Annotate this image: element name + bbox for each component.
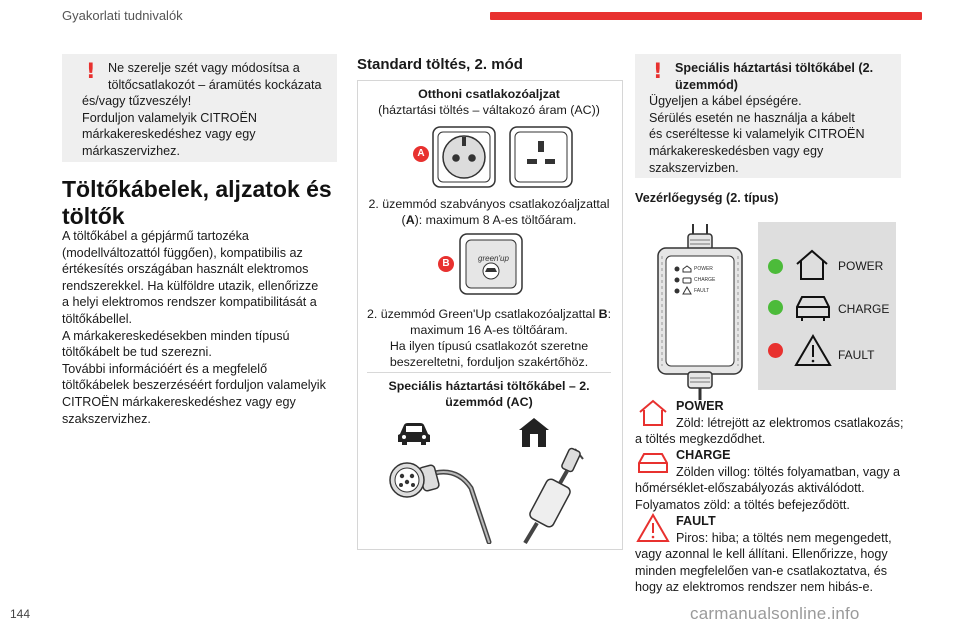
socket-b-text: Ha ilyen típusú csatlakozót szeretne — [389, 339, 589, 353]
legend-fault-label: FAULT — [838, 348, 875, 362]
socket-b-text: maximum 16 A-es töltőáram. — [410, 323, 568, 337]
warning-line: Ne szerelje szét vagy módosítsa a — [108, 61, 300, 75]
para-line: A márkakereskedésekben minden típusú — [62, 328, 290, 343]
fault-status-icon — [636, 512, 670, 544]
cable-title: Speciális háztartási töltőkábel – 2. — [388, 379, 590, 393]
house-icon — [518, 416, 550, 448]
unit-charge-label: CHARGE — [694, 277, 716, 283]
warning-box-right — [635, 54, 901, 178]
fault-desc: Piros: hiba; a töltés nem megengedett, — [676, 530, 892, 545]
para-line: értékesítés országában használt elektromos — [62, 262, 309, 277]
unit-fault-label: FAULT — [694, 288, 710, 294]
charge-desc: Zölden villog: töltés folyamatban, vagy a — [676, 464, 901, 479]
badge-b: B — [438, 256, 454, 272]
warning-exclamation-icon: ! — [86, 59, 96, 83]
body-paragraph — [62, 228, 337, 427]
warning-line: szakszervizben. — [649, 160, 739, 175]
para-line: További információért és a megfelelő — [62, 361, 268, 376]
legend-charge-label: CHARGE — [838, 302, 890, 316]
warning-line: Sérülés esetén ne használja a kábelt — [649, 110, 855, 125]
schuko-socket-icon — [432, 126, 496, 188]
warning-line: töltőcsatlakozót – áramütés kockázata — [108, 77, 322, 92]
text-fragment: B — [598, 307, 608, 321]
para-line: (modellváltozattól függően), kompatibilis az — [62, 245, 303, 260]
warning-line: és cseréltesse ki valamelyik CITROËN — [649, 127, 865, 142]
warning-line: Forduljon valamelyik CITROËN — [82, 110, 257, 125]
warning-line: Speciális háztartási töltőkábel (2. — [675, 61, 874, 75]
charge-desc: Folyamatos zöld: a töltés befejeződött. — [635, 497, 850, 512]
charge-desc: hőmérséklet-előszabályozás aktiválódott. — [635, 481, 865, 496]
socket-b-text: beszereltetni, forduljon szakértőhöz. — [389, 355, 589, 369]
para-line: töltőkábelek beszerzéséért forduljon valamelyik — [62, 378, 326, 393]
type2-plug-icon — [385, 454, 495, 544]
unit-power-label: POWER — [694, 266, 713, 272]
badge-a: A — [413, 146, 429, 162]
socket-subtitle: (háztartási töltés – váltakozó áram (AC)) — [378, 103, 600, 117]
charge-status-icon — [636, 447, 670, 479]
warning-line: Ügyeljen a kábel épségére. — [649, 94, 802, 109]
power-led-green — [768, 259, 783, 274]
text-fragment: ( — [401, 213, 406, 227]
text-fragment: A — [405, 213, 415, 227]
fault-desc: vagy azonnal le kell állítani. Ellenőrizze, hogy — [635, 547, 888, 562]
para-line: szakszervizhez. — [62, 411, 151, 426]
text-fragment: 2. üzemmód Green'Up csatlakozóaljzattal — [366, 307, 599, 321]
charge-led-green — [768, 300, 783, 315]
socket-title: Otthoni csatlakozóaljzat — [418, 87, 560, 101]
heading-line: töltők — [62, 203, 125, 229]
uk-socket-icon — [509, 126, 573, 188]
warning-line: márkakereskedéshez vagy egy — [82, 127, 256, 142]
power-title: POWER — [676, 399, 724, 413]
socket-a-text — [357, 212, 621, 229]
section-heading — [62, 176, 332, 230]
para-line: CITROËN márkakereskedéshez vagy egy — [62, 394, 296, 409]
para-line: töltőkábelt be tud szerezni. — [62, 345, 212, 360]
para-line: töltőkábellel. — [62, 311, 133, 326]
text-fragment: ): maximum 8 A-es töltőáram. — [414, 213, 577, 227]
warning-line: márkaszervizhez. — [82, 144, 180, 158]
greenup-label: green'up — [478, 254, 509, 263]
heading-line: Töltőkábelek, aljzatok és — [62, 176, 332, 202]
standard-charging-heading: Standard töltés, 2. mód — [357, 56, 523, 73]
watermark-text: carmanualsonline.info — [690, 604, 860, 623]
power-desc: a töltés megkezdődhet. — [635, 432, 766, 447]
cable-title: üzemmód (AC) — [445, 395, 533, 409]
cable-control-box-icon — [515, 445, 595, 545]
warning-line: üzemmód) — [675, 77, 738, 92]
section-title: Gyakorlati tudnivalók — [62, 8, 183, 23]
warning-line: márkakereskedésben vagy egy — [649, 144, 824, 158]
charge-title: CHARGE — [676, 448, 731, 462]
header-accent-bar — [490, 12, 922, 20]
fault-led-red — [768, 343, 783, 358]
socket-a-text: 2. üzemmód szabványos csatlakozóaljzattal — [368, 197, 610, 211]
power-desc: Zöld: létrejött az elektromos csatlakozás; — [676, 415, 904, 430]
para-line: a helyi elektromos rendszer kompatibilitását a — [62, 295, 317, 310]
socket-b-text — [357, 306, 621, 323]
fault-desc: minden megfelelően van-e csatlakoztatva, és — [635, 563, 888, 578]
para-line: rendszerekkel. Ha külföldre utazik, ellenőrizze — [62, 278, 319, 293]
control-unit-heading: Vezérlőegység (2. típus) — [635, 191, 779, 205]
fault-warning-icon — [794, 333, 832, 367]
fault-desc: hogy az elektromos rendszer nem hibás-e. — [635, 580, 873, 595]
warning-box-left — [62, 54, 337, 162]
power-house-icon — [794, 247, 830, 283]
para-line: A töltőkábel a gépjármű tartozéka — [62, 229, 249, 243]
panel-divider — [367, 372, 611, 373]
control-unit-device-icon — [650, 222, 750, 402]
charge-car-icon — [794, 292, 832, 322]
car-icon — [396, 420, 432, 446]
text-fragment: : — [607, 307, 612, 321]
greenup-socket-icon — [459, 233, 523, 295]
legend-power-label: POWER — [838, 259, 884, 273]
fault-title: FAULT — [676, 514, 716, 528]
power-status-icon — [636, 397, 670, 429]
warning-line: és/vagy tűzveszély! — [82, 94, 192, 109]
warning-exclamation-icon: ! — [653, 59, 663, 83]
page-number: 144 — [10, 607, 31, 621]
